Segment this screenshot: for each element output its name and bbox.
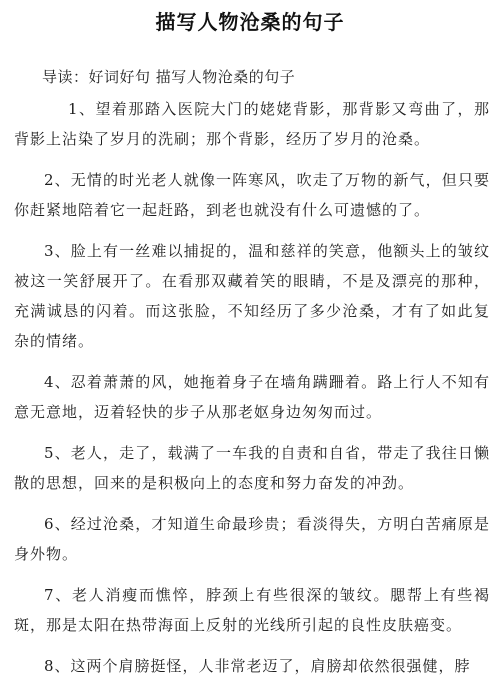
paragraph-4: 4、忍着萧萧的风，她拖着身子在墙角蹒跚着。路上行人不知有意无意地，迈着轻快的步子从那老妪身边匆匆而过。 xyxy=(14,373,490,421)
paragraph-3: 3、脸上有一丝难以捕捉的，温和慈祥的笑意，他额头上的皱纹被这一笑舒展开了。在看那双藏着笑的眼睛，不是及漂亮的那种，充满诚恳的闪着。而这张脸，不知经历了多少沧桑，才有了如此复杂的情绪。 xyxy=(14,242,490,350)
document-body xyxy=(14,94,490,692)
intro-line: 导读：好词好句 描写人物沧桑的句子 xyxy=(42,68,296,86)
paragraph-5: 5、老人，走了，载满了一车我的自责和自省，带走了我往日懒散的思想，回来的是积极向上的态度和努力奋发的冲劲。 xyxy=(14,444,490,492)
paragraph-2: 2、无情的时光老人就像一阵寒风，吹走了万物的新气，但只要你赶紧地陪着它一起赶路，到老也就没有什么可遗憾的了。 xyxy=(14,171,490,219)
document-title: 描写人物沧桑的句子 xyxy=(155,10,345,34)
paragraph-6: 6、经过沧桑，才知道生命最珍贵；看淡得失，方明白苦痛原是身外物。 xyxy=(14,515,490,563)
paragraph-1: 1、望着那踏入医院大门的姥姥背影，那背影又弯曲了，那背影上沾染了岁月的洗刷；那个背影，经历了岁月的沧桑。 xyxy=(14,100,490,148)
paragraph-8: 8、这两个肩膀挺怪，人非常老迈了，肩膀却依然很强健，脖 xyxy=(44,657,471,675)
paragraph-7: 7、老人消瘦而憔悴，脖颈上有些很深的皱纹。腮帮上有些褐斑，那是太阳在热带海面上反射的光线所引起的良性皮肤癌变。 xyxy=(14,586,490,634)
